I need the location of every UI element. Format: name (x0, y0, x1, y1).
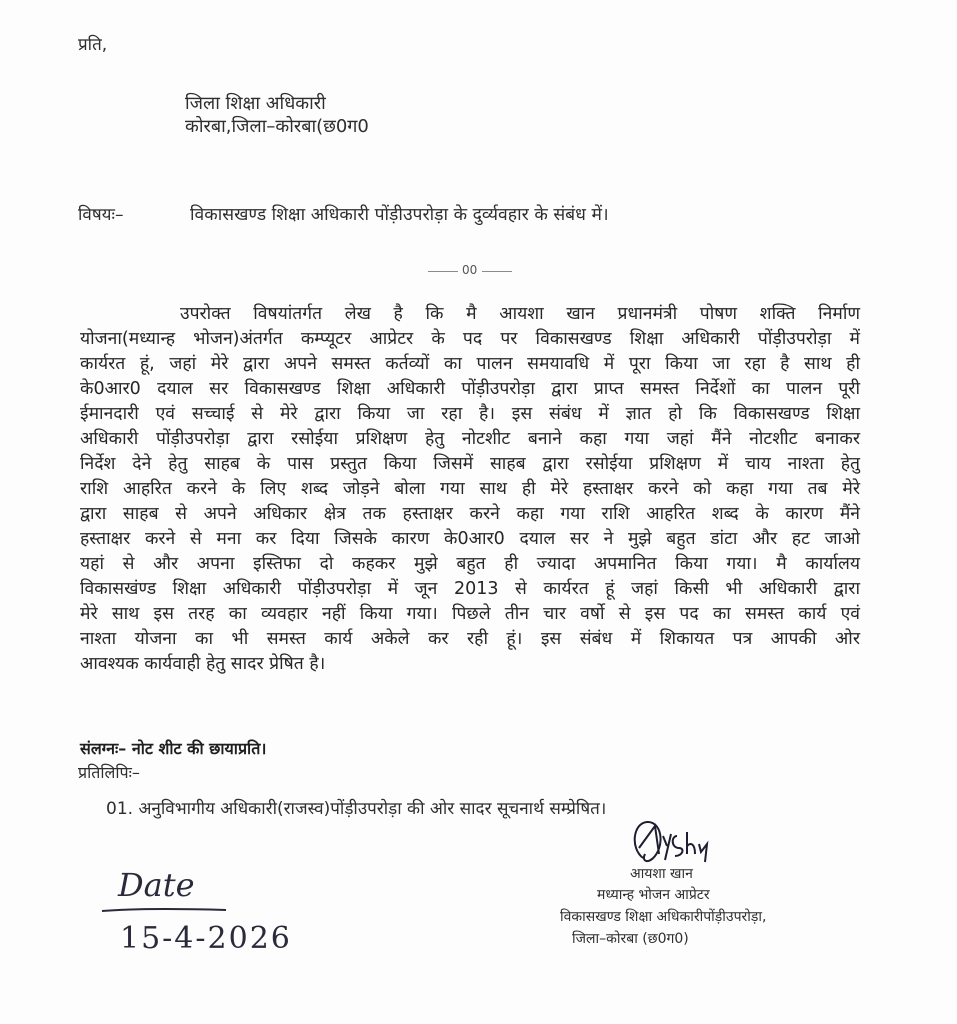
copy-to-item: 01. अनुविभागीय अधिकारी(राजस्व)पोंड़ीउपरोड़ा की ओर सादर सूचनार्थ सम्प्रेषित। (106, 799, 607, 819)
divider-right (482, 271, 512, 272)
body-line: कार्यरत हूं, जहां मेरे द्वारा अपने समस्त कर्तव्यों का पालन समयावधि में पूरा किया जा रहा है साथ ही (80, 354, 860, 374)
body-line: ईमानदारी एवं सच्चाई से मेरे द्वारा किया जा रहा है। इस संबंध में ज्ञात हो कि विकासखण्ड शिक्षा (80, 404, 860, 424)
body-line: यहां से और अपना इस्तिफा दो कहकर मुझे बहुत ही ज्यादा अपमानित किया गया। मै कार्यालय (80, 554, 860, 574)
handwritten-date-label: Date (118, 866, 195, 904)
divider-mark: 00 (462, 263, 478, 277)
body-line: राशि आहरित करने के लिए शब्द जोड़ने बोला गया साथ ही मेरे हस्ताक्षर करने को कहा गया तब मेरे (80, 479, 860, 499)
body-line: अधिकारी पोंड़ीउपरोड़ा द्वारा रसोईया प्रशिक्षण हेतु नोटशीट बनाने कहा गया जहां मैंने नोटशीट बनाकर (80, 429, 860, 449)
handwritten-date-value: 15-4-2026 (120, 921, 292, 956)
signatory-name: आयशा खान (630, 866, 693, 882)
handwritten-signature (625, 818, 710, 868)
body-line: हस्ताक्षर करने से मना कर दिया जिसके कारण के0आर0 दयाल सर ने मुझे बहुत डांटा और हट जाओ (80, 529, 860, 549)
body-line: द्वारा साहब से अपने अधिकार क्षेत्र तक हस्ताक्षर करने कहा गया राशि आहरित शब्द के कारण मैंने (80, 504, 860, 524)
body-line: नाश्ता योजना का भी समस्त कार्य अकेले कर रही हूं। इस संबंध में शिकायत पत्र आपकी ओर (80, 629, 860, 649)
body-line: निर्देश देने हेतु साहब के पास प्रस्तुत किया जिसमें साहब द्वारा रसोईया प्रशिक्षण में चाय नाश्ता हेतु (80, 454, 860, 474)
signatory-office: विकासखण्ड शिक्षा अधिकारीपोंड़ीउपरोड़ा, (560, 909, 767, 925)
enclosure-note: संलग्नः– नोट शीट की छायाप्रति। (80, 739, 267, 758)
body-line: उपरोक्त विषयांतर्गत लेख है कि मै आयशा खान प्रधानमंत्री पोषण शक्ति निर्माण (180, 304, 860, 324)
signatory-designation: मध्यान्ह भोजन आप्रेटर (597, 887, 710, 903)
copy-to-label: प्रतिलिपिः– (78, 763, 140, 782)
body-line: आवश्यक कार्यवाही हेतु सादर प्रेषित है। (80, 654, 326, 674)
recipient-line-2: कोरबा,जिला–कोरबा(छ0ग0 (185, 116, 369, 137)
body-line: योजना(मध्यान्ह भोजन)अंतर्गत कम्प्यूटर आप्रेटर के पद पर विकासखण्ड शिक्षा अधिकारी पोंड़ीउपरोड़ा में (80, 329, 860, 349)
signatory-district: जिला–कोरबा (छ0ग0) (572, 931, 689, 947)
subject-label: विषयः– (78, 205, 124, 225)
salutation: प्रति, (78, 35, 108, 55)
body-line: मेरे साथ इस तरह का व्यवहार नहीं किया गया। पिछले तीन चार वर्षो से इस पद का समस्त कार्य एवं (80, 604, 860, 624)
date-underline (100, 906, 230, 914)
divider-left (428, 271, 458, 272)
recipient-line-1: जिला शिक्षा अधिकारी (185, 93, 326, 114)
body-line: के0आर0 दयाल सर विकासखण्ड शिक्षा अधिकारी पोंड़ीउपरोड़ा द्वारा प्राप्त समस्त निर्देशों का पालन पूरी (80, 379, 860, 399)
body-line: विकासखंण्ड शिक्षा अधिकारी पोंड़ीउपरोड़ा में जून 2013 से कार्यरत हूं जहां किसी भी अधिकारी द्वारा (80, 579, 860, 599)
subject-text: विकासखण्ड शिक्षा अधिकारी पोंड़ीउपरोड़ा के दुर्व्यवहार के संबंध में। (190, 205, 609, 225)
